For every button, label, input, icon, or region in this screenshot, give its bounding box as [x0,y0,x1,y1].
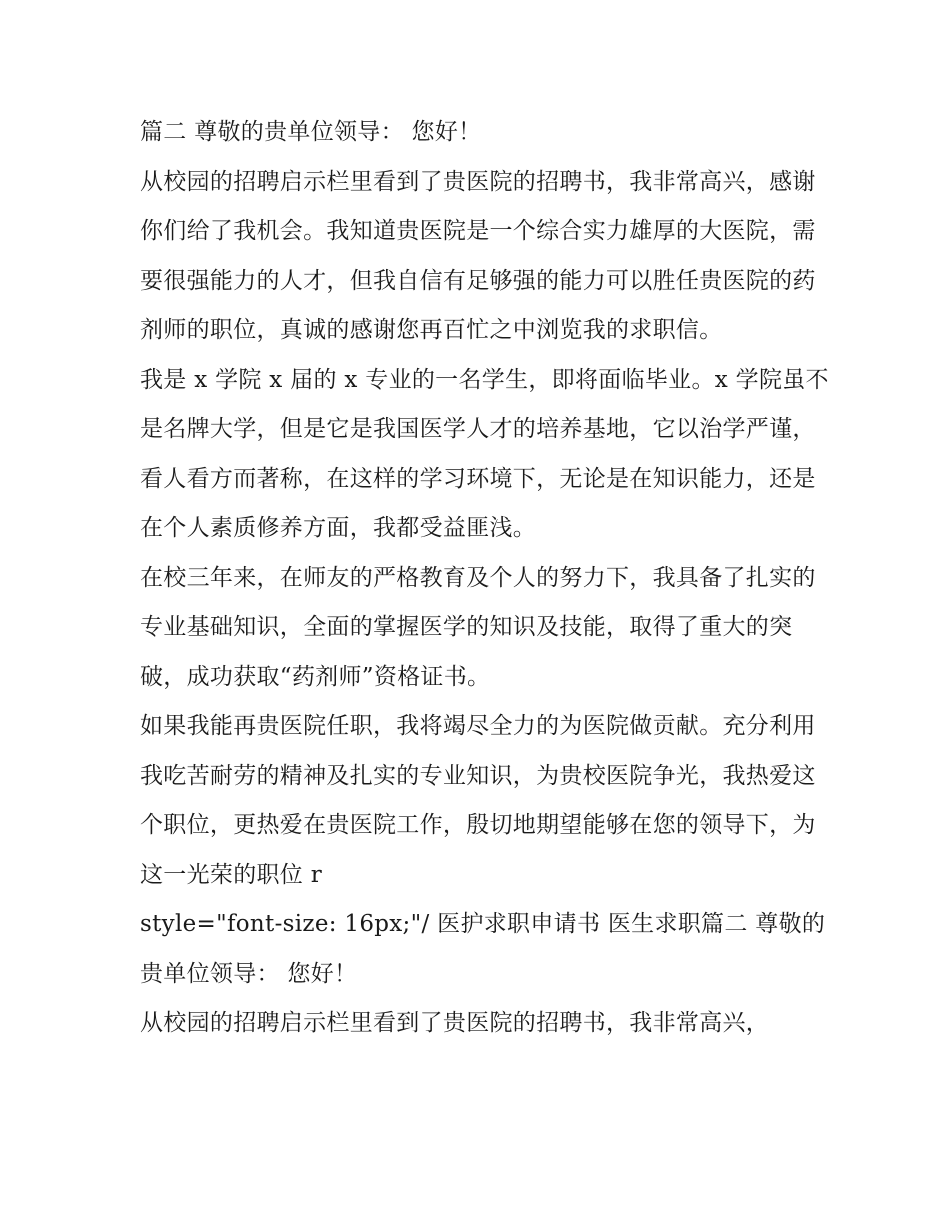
paragraph-achievements: 在校三年来，在师友的严格教育及个人的努力下，我具备了扎实的专业基础知识，全面的掌握医学的知识及技能，取得了重大的突破，成功获取“药剂师”资格证书。 [140,564,816,690]
paragraph-education: 我是 x 学院 x 届的 x 专业的一名学生，即将面临毕业。x 学院虽不是名牌大学，但是它是我国医学人才的培养基地，它以治学严谨，看人看方而著称，在这样的学习环境下，无论是在知识能力，还是在个人素质修养方面，我都受益匪浅。 [140,366,829,541]
paragraph-intro: 从校园的招聘启示栏里看到了贵医院的招聘书，我非常高兴，感谢你们给了我机会。我知道贵医院是一个综合实力雄厚的大医院，需要很强能力的人才，但我自信有足够强的能力可以胜任贵医院的药剂师的职位，真诚的感谢您再百忙之中浏览我的求职信。 [140,168,816,343]
paragraph-repeat: 从校园的招聘启示栏里看到了贵医院的招聘书，我非常高兴， [140,1010,770,1036]
paragraph-stray-markup: style="font-size: 16px;"/ 医护求职申请书 医生求职篇二 尊敬的贵单位领导： 您好！ [140,911,826,987]
document-body [140,108,830,1049]
paragraph-greeting: 篇二 尊敬的贵单位领导： 您好！ [140,119,482,145]
paragraph-commitment: 如果我能再贵医院任职，我将竭尽全力的为医院做贡献。充分利用我吃苦耐劳的精神及扎实的专业知识，为贵校医院争光，我热爱这个职位，更热爱在贵医院工作，殷切地期望能够在您的领导下，为这一光荣的职位 r [140,713,816,888]
